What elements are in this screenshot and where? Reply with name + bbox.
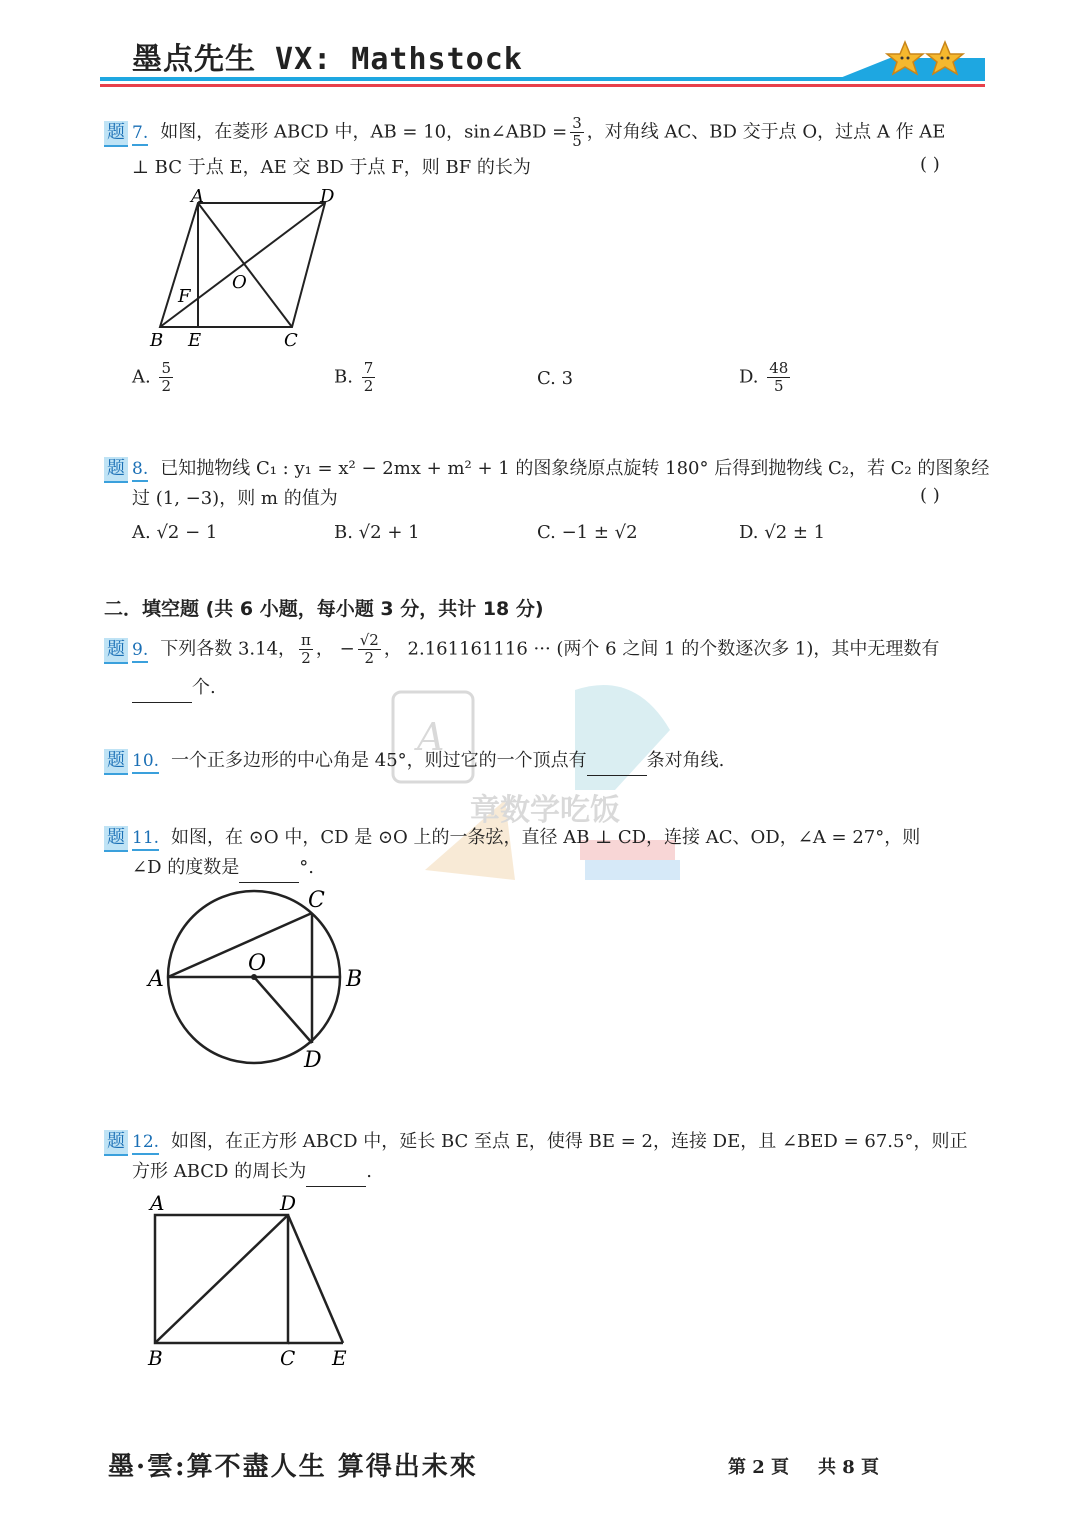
q8-option-a[interactable]: A. √2 − 1 <box>132 522 218 543</box>
q7-option-b[interactable]: B. $\frac{7}{2}$ <box>334 359 374 395</box>
point-label: C <box>280 1346 296 1370</box>
q8-option-c[interactable]: C. −1 ± √2 <box>537 522 638 543</box>
question-number: 7. <box>132 123 148 146</box>
footer-motto: 墨·雲:算不盡人生 算得出未來 <box>108 1452 478 1482</box>
header-band <box>100 40 985 92</box>
watermark: A 章数学吃饭 <box>385 670 705 910</box>
question-tag: 题 <box>104 826 128 852</box>
q11-line2: ∠D 的度数是 °. <box>132 854 314 883</box>
point-label: D <box>280 1191 297 1215</box>
q9-line2: 个. <box>132 674 216 703</box>
question-tag: 题 <box>104 457 128 483</box>
point-label: E <box>332 1346 347 1370</box>
point-label: B <box>148 1346 163 1370</box>
point-label: C <box>308 888 325 913</box>
q7-rhombus-figure <box>140 185 350 355</box>
point-label: O <box>248 951 267 976</box>
point-label: B <box>346 967 363 992</box>
point-label: A <box>191 186 204 207</box>
point-label: O <box>232 272 247 293</box>
page-total: 共 8 頁 <box>818 1457 880 1478</box>
question-number: 10. <box>132 751 159 774</box>
answer-blank[interactable] <box>132 674 192 703</box>
answer-blank[interactable] <box>306 1158 366 1187</box>
question-tag: 题 <box>104 1130 128 1156</box>
fraction: $\frac{3}{5}$ <box>572 114 582 150</box>
point-label: E <box>188 330 202 351</box>
q7-option-a[interactable]: A. $\frac{5}{2}$ <box>132 359 172 395</box>
point-label: B <box>150 330 164 351</box>
question-number: 11. <box>132 828 159 851</box>
q8-option-b[interactable]: B. √2 + 1 <box>334 522 420 543</box>
point-label: D <box>320 186 335 207</box>
question-tag: 题 <box>104 121 128 147</box>
answer-paren: ( ) <box>920 485 940 506</box>
svg-text:A: A <box>417 715 445 759</box>
q10-line: 题 10. 一个正多边形的中心角是 45°，则过它的一个顶点有 条对角线. <box>104 747 724 776</box>
q8-line2: 过 (1, −3)，则 m 的值为 <box>132 488 338 509</box>
answer-paren: ( ) <box>920 154 940 175</box>
q11-line1: 题 11. 如图，在 ⊙O 中，CD 是 ⊙O 上的一条弦，直径 AB ⊥ CD，连接 AC、OD，∠A = 27°，则 <box>104 824 920 852</box>
q9-line1: 题 9. 下列各数 3.14， $\frac{\pi}{2}$ ， − $\frac{√2}{2}$ ， 2.161161116 ··· (两个 6 之间 1 的个数逐次多 1)，其中无理数有 <box>104 632 939 667</box>
q12-line2: 方形 ABCD 的周长为 . <box>132 1158 372 1187</box>
point-label: D <box>304 1048 322 1073</box>
point-label: A <box>148 967 164 992</box>
answer-blank[interactable] <box>587 747 647 776</box>
q11-circle-figure <box>140 885 380 1075</box>
point-label: C <box>284 330 298 351</box>
question-number: 8. <box>132 459 148 482</box>
question-tag: 题 <box>104 638 128 664</box>
q8-line1: 题 8. 已知抛物线 C₁ : y₁ = x² − 2mx + m² + 1 的图象绕原点旋转 180° 后得到抛物线 C₂，若 C₂ 的图象经 <box>104 455 989 483</box>
section-heading: 二．填空题 (共 6 小题，每小题 3 分，共计 18 分) <box>104 598 544 620</box>
q7-line1: 题 7. 如图，在菱形 ABCD 中，AB = 10，sin∠ABD = $\frac{3}{5}$ ，对角线 AC、BD 交于点 O，过点 A 作 AE <box>104 115 945 150</box>
question-number: 9. <box>132 640 148 663</box>
question-number: 12. <box>132 1132 159 1155</box>
q7-option-d[interactable]: D. $\frac{48}{5}$ <box>739 359 789 395</box>
q7-line2: ⊥ BC 于点 E，AE 交 BD 于点 F，则 BF 的长为 <box>132 157 531 178</box>
question-tag: 题 <box>104 749 128 775</box>
point-label: F <box>178 286 191 307</box>
header-title: 墨点先生 VX: Mathstock <box>132 42 523 77</box>
q12-square-figure <box>140 1190 370 1375</box>
q7-option-c[interactable]: C. 3 <box>537 368 574 389</box>
point-label: A <box>150 1191 165 1215</box>
q12-line1: 题 12. 如图，在正方形 ABCD 中，延长 BC 至点 E，使得 BE = 2，连接 DE，且 ∠BED = 67.5°，则正 <box>104 1128 967 1156</box>
page-number: 第 2 頁 <box>728 1457 790 1478</box>
answer-blank[interactable] <box>239 854 299 883</box>
q8-option-d[interactable]: D. √2 ± 1 <box>739 522 826 543</box>
